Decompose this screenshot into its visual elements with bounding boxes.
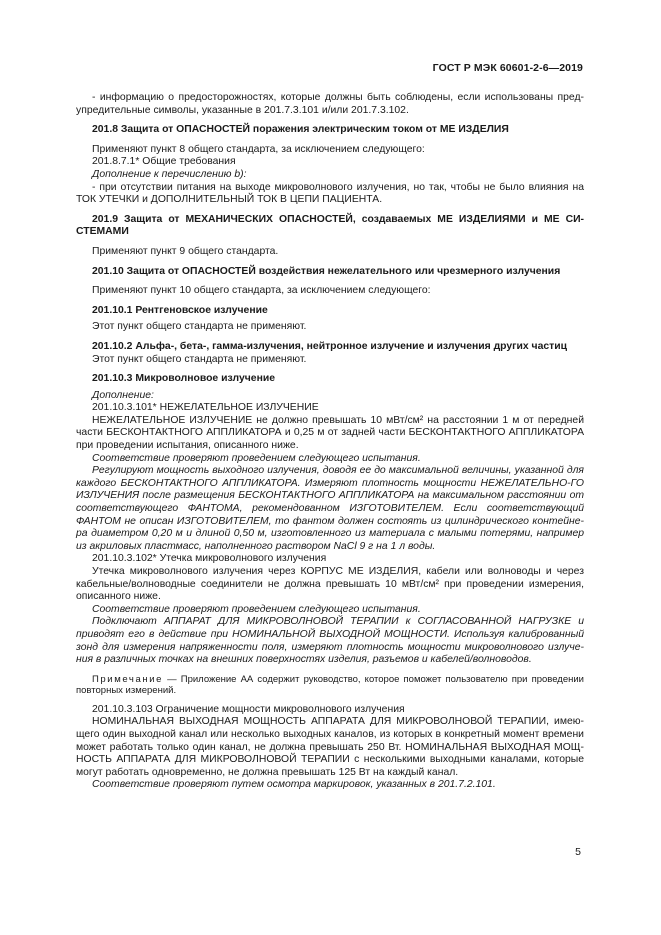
paragraph: Соответствие проверяют проведением следующего испытания. [92,452,421,464]
clause-title: 201.10.3.102* Утечка микроволнового излучения [92,553,327,565]
paragraph: Этот пункт общего стандарта не применяют. [92,321,307,333]
section-heading: 201.8 Защита от ОПАСНОСТЕЙ поражения электрическим током от МЕ ИЗДЕЛИЯ [92,124,509,136]
document-body [76,92,584,792]
paragraph: Дополнение: [92,389,154,401]
paragraph: Подключают АППАРАТ ДЛЯ МИКРОВОЛНОВОЙ ТЕРАПИИ к СОГЛАСОВАННОЙ НАГРУЗКЕ и приводят его в действие при НОМИНАЛЬНОЙ ВЫХОДНОЙ МОЩНОСТИ. Используя калиброванный зонд для измерения напряженности поля, измеряют плотность мощности микроволнового излуче-ния в различных точках на внешних поверхностях изделия, разъемов и кабелей/волноводов. [76,616,584,666]
note-label: Примечание [92,673,163,685]
standard-header: ГОСТ Р МЭК 60601-2-6—2019 [432,62,583,74]
paragraph: Применяют пункт 10 общего стандарта, за исключением следующего: [92,285,431,297]
list-item: - информацию о предосторожностях, которые должны быть соблюдены, если использованы пред-упредительные символы, указанные в 201.7.3.101 и/или 201.7.3.102. [76,92,584,116]
section-heading: 201.9 Защита от МЕХАНИЧЕСКИХ ОПАСНОСТЕЙ, создаваемых МЕ ИЗДЕЛИЯМИ и МЕ СИ-СТЕМАМИ [76,213,584,238]
clause-title: 201.8.7.1* Общие требования [92,156,236,168]
note-text: — Приложение АА содержит руководство, которое поможет пользователю при проведении повторных измерений. [76,673,584,697]
paragraph: НЕЖЕЛАТЕЛЬНОЕ ИЗЛУЧЕНИЕ не должно превышать 10 мВт/см² на расстоянии 1 м от передней части БЕСКОНТАКТНОГО АППЛИКАТОРА и 0,25 м от задней части БЕСКОНТАКТНОГО АППЛИКАТОРА при проведении испытания, описанного ниже. [76,414,584,452]
paragraph: Применяют пункт 9 общего стандарта. [92,245,279,257]
paragraph: Дополнение к перечислению b): [92,168,247,180]
paragraph: Соответствие проверяют проведением следующего испытания. [92,603,421,615]
paragraph: Регулируют мощность выходного излучения, доводя ее до максимальной величины, указанной для каждого БЕСКОНТАКТНОГО АППЛИКАТОРА. Измеряют плотность мощности НЕЖЕЛАТЕЛЬНО-ГО ИЗЛУЧЕНИЯ после размещения БЕСКОНТАКТНОГО АППЛИКАТОРА на максимальном расстоянии от соответствующего ФАНТОМА, рекомендованном ИЗГОТОВИТЕЛЕМ. Если соответствующий ФАНТОМ не описан ИЗГОТОВИТЕЛЕМ, то фантом должен состоять из цилиндрического контейне-ра диаметром 0,20 м и длиной 0,50 м, изготовленного из материала с малыми потерями, например из акриловых пластмасс, наполненного раствором NaCl 9 г на 1 л воды. [76,465,584,552]
page-number: 5 [575,846,581,858]
paragraph: Этот пункт общего стандарта не применяют. [92,353,307,365]
clause-title: 201.10.3.101* НЕЖЕЛАТЕЛЬНОЕ ИЗЛУЧЕНИЕ [92,402,319,414]
section-heading: 201.10 Защита от ОПАСНОСТЕЙ воздействия нежелательного или чрезмерного излучения [92,265,561,277]
list-item: - при отсутствии питания на выходе микроволнового излучения, но так, чтобы не было влияния на ТОК УТЕЧКИ и ДОПОЛНИТЕЛЬНЫЙ ТОК В ЦЕПИ ПАЦИЕНТА. [76,181,584,206]
paragraph: Применяют пункт 8 общего стандарта, за исключением следующего: [92,143,425,155]
paragraph: Утечка микроволнового излучения через КОРПУС МЕ ИЗДЕЛИЯ, кабели или волноводы и через кабельные/волноводные соединители не должна превышать 10 мВт/см² при проведении измерения, описанного ниже. [76,566,584,603]
note [76,674,584,697]
paragraph: НОМИНАЛЬНАЯ ВЫХОДНАЯ МОЩНОСТЬ АППАРАТА ДЛЯ МИКРОВОЛНОВОЙ ТЕРАПИИ, имею-щего один выходной канал или несколько выходных каналов, из которых в конкретный момент времени может работать только один канал, не должна превышать 250 Вт. НОМИНАЛЬНАЯ ВЫХОДНАЯ МОЩ-НОСТЬ АППАРАТА ДЛЯ МИКРОВОЛНОВОЙ ТЕРАПИИ с несколькими выходными каналами, которые могут работать одновременно, не должна превышать 125 Вт на каждый канал. [76,716,584,778]
clause-title: 201.10.3.103 Ограничение мощности микроволнового излучения [92,703,405,715]
section-heading: 201.10.2 Альфа-, бета-, гамма-излучения, нейтронное излучение и излучения других частиц [92,340,568,352]
section-heading: 201.10.1 Рентгеновское излучение [92,304,268,316]
paragraph: Соответствие проверяют путем осмотра маркировок, указанных в 201.7.2.101. [92,779,496,791]
section-heading: 201.10.3 Микроволновое излучение [92,373,276,385]
